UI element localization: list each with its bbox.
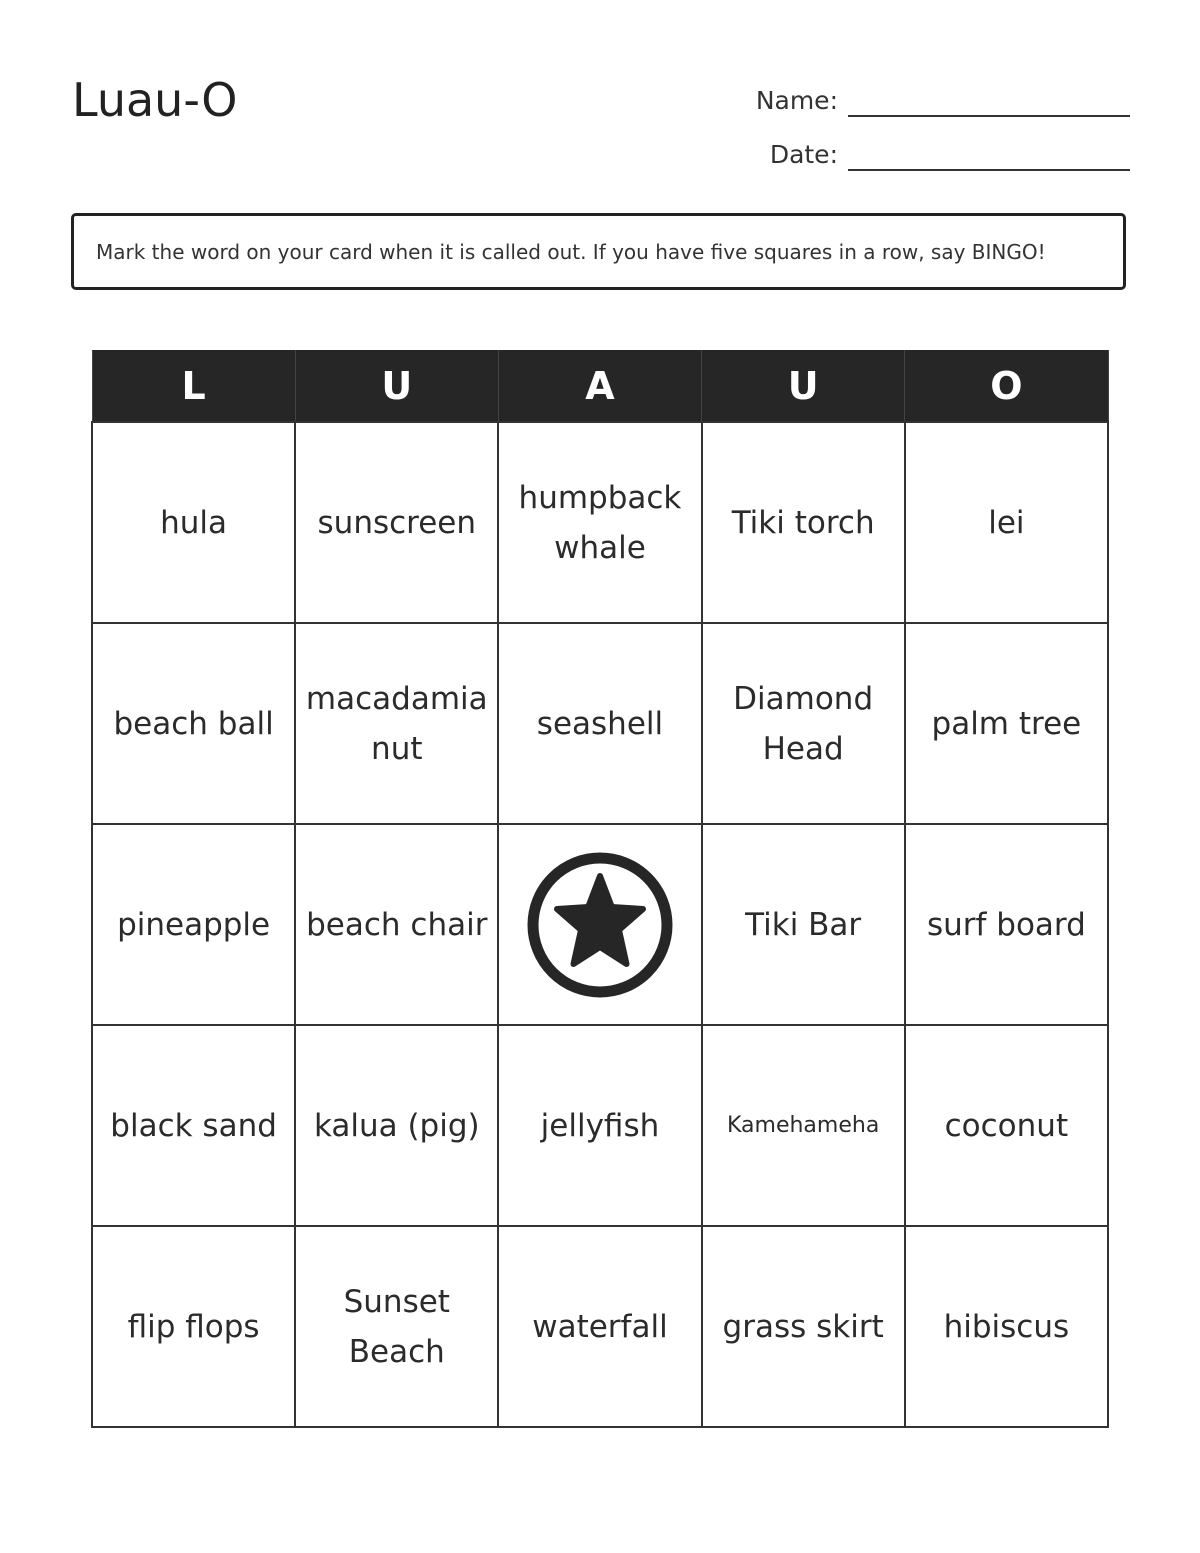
free-space[interactable] [498,824,701,1025]
page-title: Luau-O [72,73,238,127]
name-label: Name: [755,86,838,115]
bingo-square[interactable]: hula [92,422,295,623]
name-row [730,72,1130,116]
bingo-square[interactable]: sunscreen [295,422,498,623]
student-info [730,72,1130,180]
date-row [730,126,1130,170]
bingo-square[interactable]: pineapple [92,824,295,1025]
star-in-circle-icon [526,851,674,999]
bingo-square[interactable]: kalua (pig) [295,1025,498,1226]
bingo-square[interactable]: Tiki torch [702,422,905,623]
bingo-card [91,350,1109,1428]
date-label: Date: [769,140,838,169]
instructions-text: Mark the word on your card when it is called out. If you have five squares in a row, say BINGO! [96,239,1046,264]
bingo-square[interactable]: beach ball [92,623,295,824]
bingo-square[interactable]: flip flops [92,1226,295,1427]
bingo-square[interactable]: grass skirt [702,1226,905,1427]
card-row [92,1025,1108,1226]
column-header: U [295,350,498,422]
bingo-square[interactable]: Sunset Beach [295,1226,498,1427]
card-row [92,1226,1108,1427]
column-header: L [92,350,295,422]
card-row [92,824,1108,1025]
bingo-square[interactable]: jellyfish [498,1025,701,1226]
bingo-square[interactable]: coconut [905,1025,1108,1226]
bingo-square[interactable]: Diamond Head [702,623,905,824]
column-header: A [498,350,701,422]
bingo-square[interactable]: waterfall [498,1226,701,1427]
bingo-square[interactable]: Tiki Bar [702,824,905,1025]
card-row [92,623,1108,824]
bingo-square[interactable]: hibiscus [905,1226,1108,1427]
bingo-square[interactable]: black sand [92,1025,295,1226]
bingo-square[interactable]: macadamia nut [295,623,498,824]
instructions-box [71,213,1126,290]
bingo-square[interactable]: seashell [498,623,701,824]
date-field[interactable] [848,139,1130,171]
bingo-square[interactable]: humpback whale [498,422,701,623]
bingo-square[interactable]: beach chair [295,824,498,1025]
column-header-row [92,350,1108,422]
name-field[interactable] [848,85,1130,117]
bingo-square[interactable]: lei [905,422,1108,623]
bingo-square[interactable]: palm tree [905,623,1108,824]
bingo-square[interactable]: surf board [905,824,1108,1025]
bingo-square[interactable]: Kamehameha [702,1025,905,1226]
column-header: O [905,350,1108,422]
column-header: U [702,350,905,422]
card-row [92,422,1108,623]
